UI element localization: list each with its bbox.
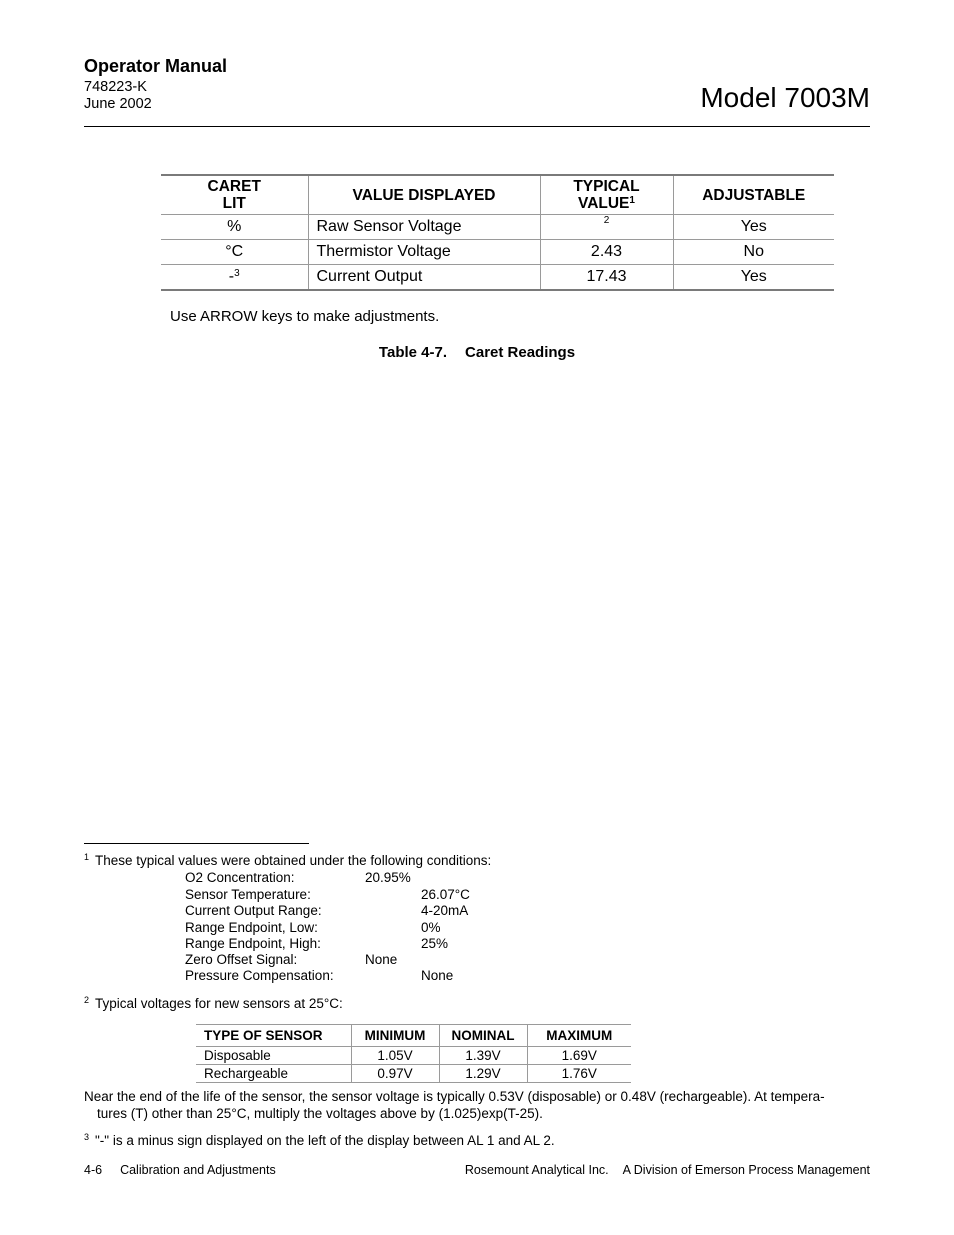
section-name: Calibration and Adjustments (120, 1163, 276, 1177)
condition-value: 4-20mA (421, 903, 469, 918)
company-name: Rosemount Analytical Inc. (464, 1163, 609, 1177)
footnote-number: 2 (84, 995, 90, 1005)
table-row (161, 265, 834, 291)
footnote-ref: 2 (603, 215, 610, 226)
condition-value: 25% (421, 936, 449, 951)
caret-cell: -$^3$ (161, 265, 308, 291)
footnote-1: $^1$ These typical values were obtained under the following conditions: (84, 852, 492, 868)
footnote-rule (84, 843, 309, 844)
header-rule (84, 126, 870, 127)
caret-cell: % (161, 215, 308, 240)
footnote-number: 3 (84, 1132, 90, 1142)
typical-value-cell: 2.43 (540, 240, 673, 265)
col-header-typical-value: TYPICAL VALUE$^1$ (540, 175, 673, 215)
table-row (196, 1065, 631, 1083)
typical-value-cell (540, 215, 673, 240)
table-header-row (196, 1025, 631, 1047)
condition-label: Pressure Compensation: (185, 968, 334, 983)
caret-cell: °C (161, 240, 308, 265)
minimum-cell: 1.05V (351, 1047, 439, 1065)
maximum-cell: 1.69V (527, 1047, 631, 1065)
condition-value: None (421, 968, 454, 983)
col-header-nominal: NOMINAL (439, 1025, 527, 1047)
condition-label: Zero Offset Signal: (185, 952, 298, 967)
sensor-life-paragraph: Near the end of the life of the sensor, the sensor voltage is typically 0.53V (disposable) or 0.48V (rechargeable). At tempera- tures (T) other than 25°C, multiply the voltages above by (1.025)exp(T-25). (84, 1089, 825, 1121)
nominal-cell: 1.29V (439, 1065, 527, 1083)
sensor-voltage-table (196, 1024, 631, 1083)
condition-value: 26.07°C (421, 887, 470, 902)
condition-label: Current Output Range: (185, 903, 322, 918)
col-header-value-displayed: VALUE DISPLAYED (308, 175, 540, 215)
typical-value-cell: 17.43 (540, 265, 673, 291)
condition-value: 0% (421, 920, 441, 935)
caret-readings-table (161, 174, 834, 291)
table-caption: Table 4-7. Caret Readings (378, 344, 576, 361)
adjustable-cell: Yes (673, 215, 834, 240)
value-displayed-cell: Raw Sensor Voltage (308, 215, 540, 240)
col-header-minimum: MINIMUM (351, 1025, 439, 1047)
footnote-number: 1 (84, 852, 90, 862)
adjustable-cell: Yes (673, 265, 834, 291)
doc-date: June 2002 (84, 96, 152, 112)
condition-label: Range Endpoint, Low: (185, 920, 318, 935)
doc-number: 748223-K (84, 79, 147, 95)
sensor-type-cell: Disposable (196, 1047, 351, 1065)
footnote-ref: 1 (629, 195, 635, 206)
table-header-row (161, 175, 834, 215)
condition-label: Sensor Temperature: (185, 887, 311, 902)
col-header-adjustable: ADJUSTABLE (673, 175, 834, 215)
nominal-cell: 1.39V (439, 1047, 527, 1065)
value-displayed-cell: Thermistor Voltage (308, 240, 540, 265)
page-number: 4-6 (84, 1163, 103, 1177)
table-row (196, 1047, 631, 1065)
maximum-cell: 1.76V (527, 1065, 631, 1083)
footnote-3: $^3$ "-" is a minus sign displayed on the left of the display between AL 1 and AL 2. (84, 1132, 555, 1148)
col-header-caret-lit: CARET LIT (161, 175, 308, 215)
adjustment-note: Use ARROW keys to make adjustments. (170, 308, 440, 325)
table-row (161, 240, 834, 265)
footer-right (465, 1163, 870, 1177)
table-row (161, 215, 834, 240)
model-name: Model 7003M (700, 82, 870, 113)
footnote-ref: 3 (234, 268, 240, 279)
manual-title: Operator Manual (84, 56, 228, 76)
condition-value: 20.95% (365, 870, 411, 885)
col-header-type-of-sensor: TYPE OF SENSOR (196, 1025, 351, 1047)
footnote-2: $^2$ Typical voltages for new sensors at 25°C: (84, 995, 343, 1011)
adjustable-cell: No (673, 240, 834, 265)
sensor-type-cell: Rechargeable (196, 1065, 351, 1083)
col-header-maximum: MAXIMUM (527, 1025, 631, 1047)
division-name: A Division of Emerson Process Management (622, 1163, 870, 1177)
condition-label: Range Endpoint, High: (185, 936, 321, 951)
footer-left (84, 1163, 276, 1177)
condition-label: O2 Concentration: (185, 870, 295, 885)
minimum-cell: 0.97V (351, 1065, 439, 1083)
value-displayed-cell: Current Output (308, 265, 540, 291)
condition-value: None (365, 952, 398, 967)
